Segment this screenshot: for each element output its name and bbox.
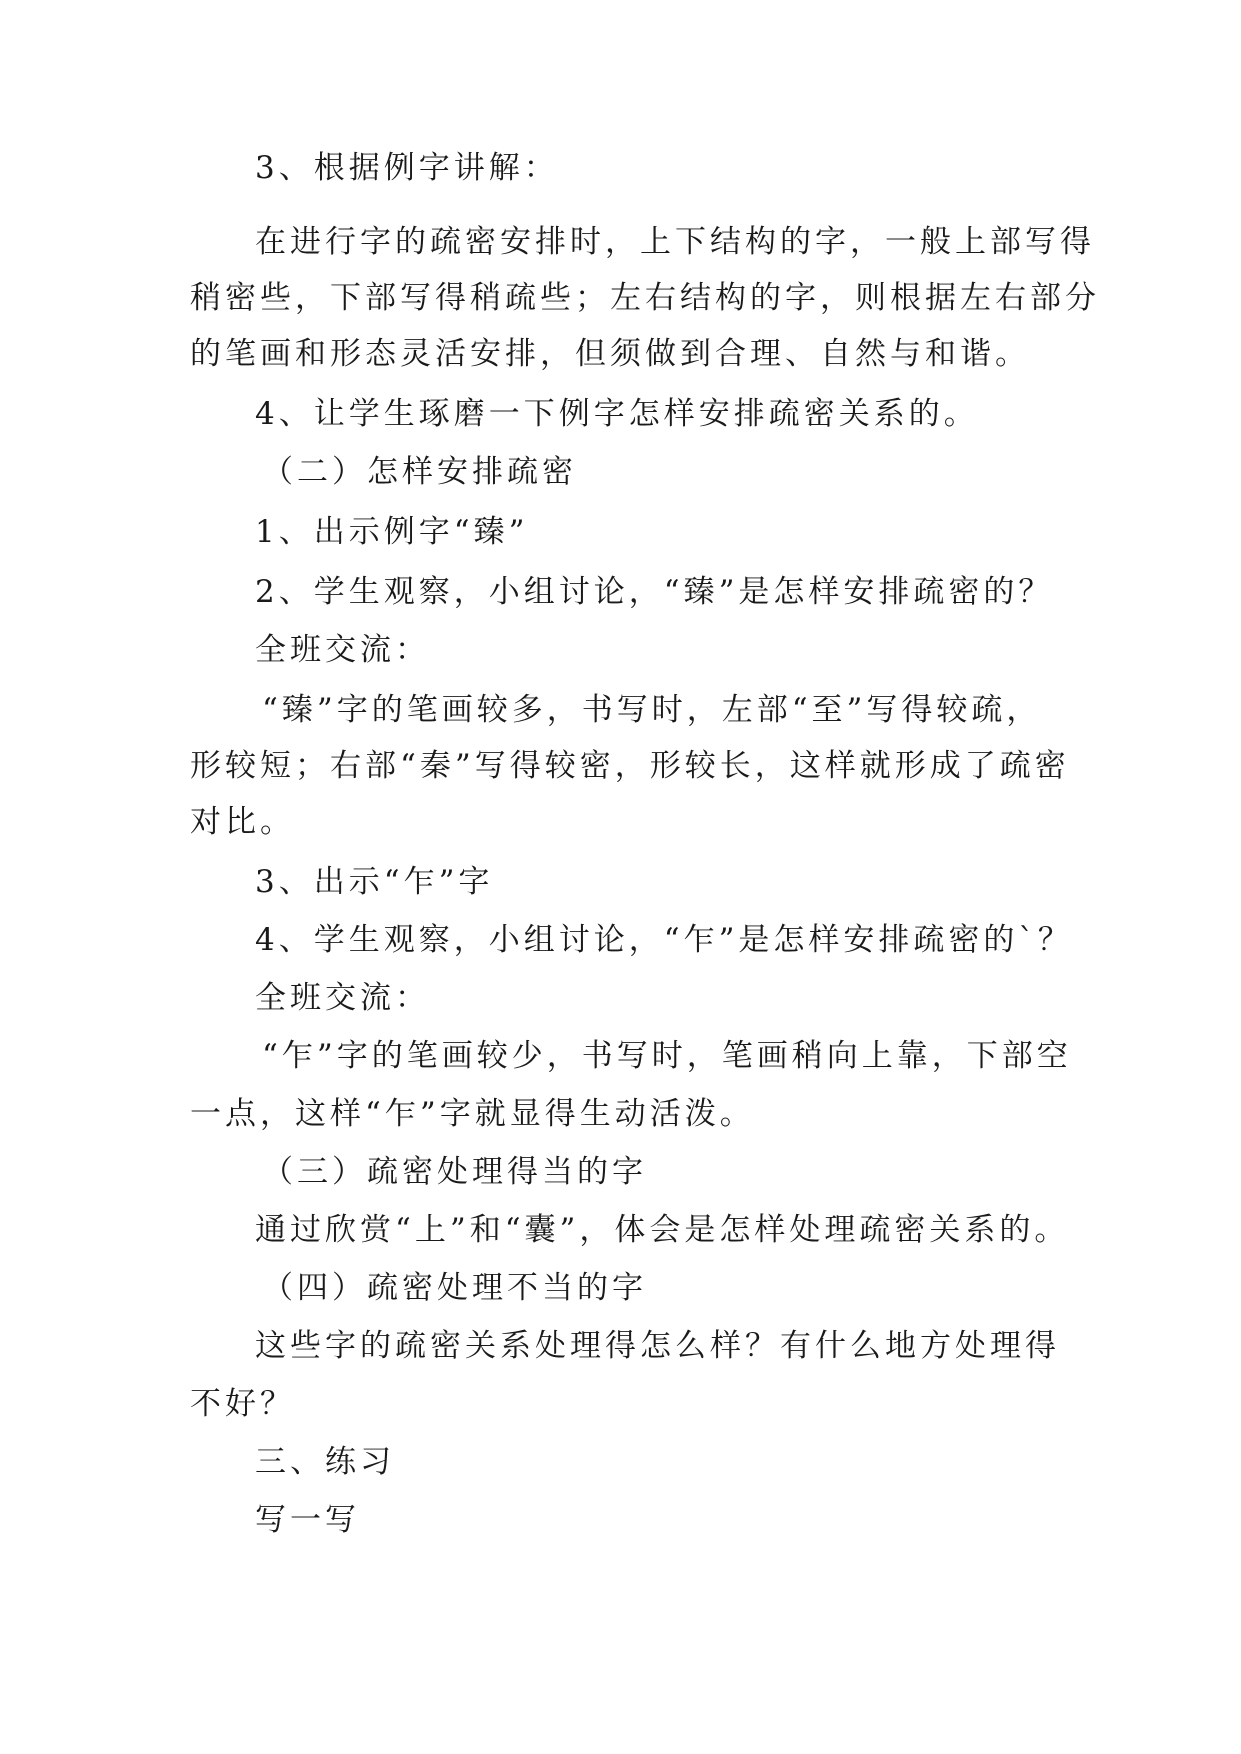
text-line: 的笔画和形态灵活安排，但须做到合理、自然与和谐。 — [190, 336, 1030, 372]
section-heading: （四）疏密处理不当的字 — [262, 1270, 647, 1306]
text-line: 稍密些，下部写得稍疏些；左右结构的字，则根据左右部分 — [190, 280, 1100, 316]
text-line: 3、根据例字讲解： — [255, 150, 559, 186]
text-line: 对比。 — [190, 804, 295, 840]
text-line: 通过欣赏“上”和“囊”，体会是怎样处理疏密关系的。 — [255, 1212, 1070, 1248]
text-line: 4、学生观察，小组讨论，“乍”是怎样安排疏密的`？ — [255, 922, 1073, 958]
text-line: “臻”字的笔画较多，书写时，左部“至”写得较疏， — [262, 692, 1042, 728]
text-line: 不好？ — [190, 1386, 295, 1422]
text-line: 写一写 — [255, 1502, 360, 1538]
text-line: 4、让学生琢磨一下例字怎样安排疏密关系的。 — [255, 396, 979, 432]
text-line: 1、出示例字“臻” — [255, 514, 529, 550]
text-line: 一点，这样“乍”字就显得生动活泼。 — [190, 1096, 755, 1132]
text-line: 在进行字的疏密安排时，上下结构的字，一般上部写得 — [255, 224, 1095, 260]
text-line: 这些字的疏密关系处理得怎么样？有什么地方处理得 — [255, 1328, 1060, 1364]
text-line: 全班交流： — [255, 980, 430, 1016]
section-heading: （二）怎样安排疏密 — [262, 454, 577, 490]
text-line: 形较短；右部“秦”写得较密，形较长，这样就形成了疏密 — [190, 748, 1070, 784]
section-heading: （三）疏密处理得当的字 — [262, 1154, 647, 1190]
text-line: “乍”字的笔画较少，书写时，笔画稍向上靠，下部空 — [262, 1038, 1072, 1074]
text-line: 2、学生观察，小组讨论，“臻”是怎样安排疏密的？ — [255, 574, 1054, 610]
text-line: 全班交流： — [255, 632, 430, 668]
text-line: 3、出示“乍”字 — [255, 864, 494, 900]
section-heading: 三、练习 — [255, 1444, 395, 1480]
